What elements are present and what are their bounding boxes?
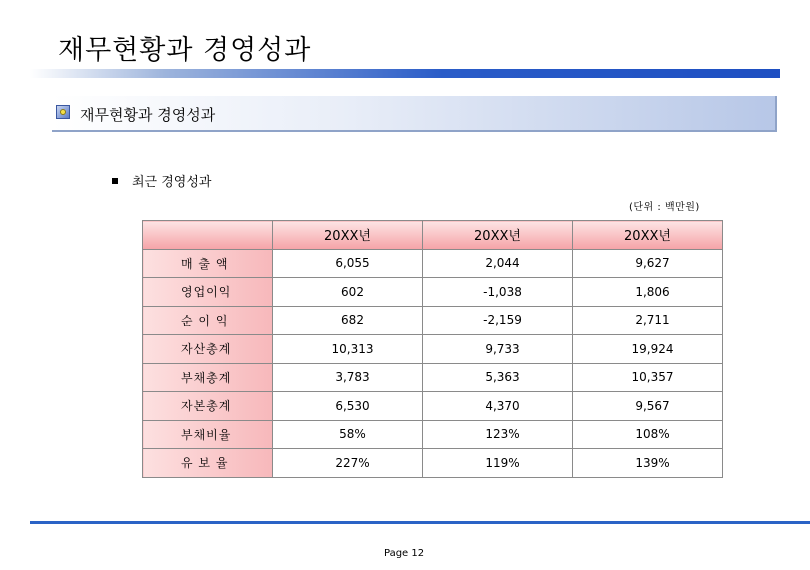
row-label: 영업이익 xyxy=(143,278,273,307)
performance-table xyxy=(142,220,723,478)
section-bar xyxy=(52,96,777,132)
table-row xyxy=(143,278,723,307)
row-label: 부채비율 xyxy=(143,420,273,449)
table-cell: 2,711 xyxy=(573,306,723,335)
table-row xyxy=(143,335,723,364)
table-cell: 5,363 xyxy=(423,363,573,392)
page-number: Page 12 xyxy=(384,548,425,559)
table-header-row xyxy=(143,221,723,250)
square-bullet-icon xyxy=(112,178,118,184)
table-corner-cell xyxy=(143,221,273,250)
table-cell: 10,357 xyxy=(573,363,723,392)
column-header: 20XX년 xyxy=(573,221,723,250)
table-cell: 1,806 xyxy=(573,278,723,307)
table-row xyxy=(143,449,723,478)
table-cell: 119% xyxy=(423,449,573,478)
row-label: 자산총계 xyxy=(143,335,273,364)
table-cell: 3,783 xyxy=(273,363,423,392)
title-rule xyxy=(30,69,780,78)
row-label: 순 이 익 xyxy=(143,306,273,335)
unit-note: (단위 : 백만원) xyxy=(629,202,700,213)
row-label: 부채총계 xyxy=(143,363,273,392)
table-cell: 58% xyxy=(273,420,423,449)
table-row xyxy=(143,249,723,278)
bullet-box-icon xyxy=(56,105,70,119)
table-row xyxy=(143,420,723,449)
table-cell: 2,044 xyxy=(423,249,573,278)
table-cell: 6,055 xyxy=(273,249,423,278)
row-label: 유 보 율 xyxy=(143,449,273,478)
page-title: 재무현황과 경영성과 xyxy=(58,35,312,66)
table-cell: -1,038 xyxy=(423,278,573,307)
table-row xyxy=(143,392,723,421)
table-cell: 19,924 xyxy=(573,335,723,364)
table-cell: 4,370 xyxy=(423,392,573,421)
table-cell: 9,733 xyxy=(423,335,573,364)
row-label: 매 출 액 xyxy=(143,249,273,278)
table-cell: 123% xyxy=(423,420,573,449)
table-cell: 6,530 xyxy=(273,392,423,421)
table-cell: 10,313 xyxy=(273,335,423,364)
bullet-item xyxy=(112,171,211,190)
table-cell: 9,627 xyxy=(573,249,723,278)
table-cell: 108% xyxy=(573,420,723,449)
row-label: 자본총계 xyxy=(143,392,273,421)
section-label: 재무현황과 경영성과 xyxy=(80,106,216,124)
table-cell: 139% xyxy=(573,449,723,478)
bullet-text: 최근 경영성과 xyxy=(132,175,212,190)
table-cell: 227% xyxy=(273,449,423,478)
table-row xyxy=(143,306,723,335)
table-cell: 9,567 xyxy=(573,392,723,421)
table-cell: -2,159 xyxy=(423,306,573,335)
table-cell: 682 xyxy=(273,306,423,335)
column-header: 20XX년 xyxy=(273,221,423,250)
column-header: 20XX년 xyxy=(423,221,573,250)
table-cell: 602 xyxy=(273,278,423,307)
footer-rule xyxy=(30,521,810,524)
table-row xyxy=(143,363,723,392)
